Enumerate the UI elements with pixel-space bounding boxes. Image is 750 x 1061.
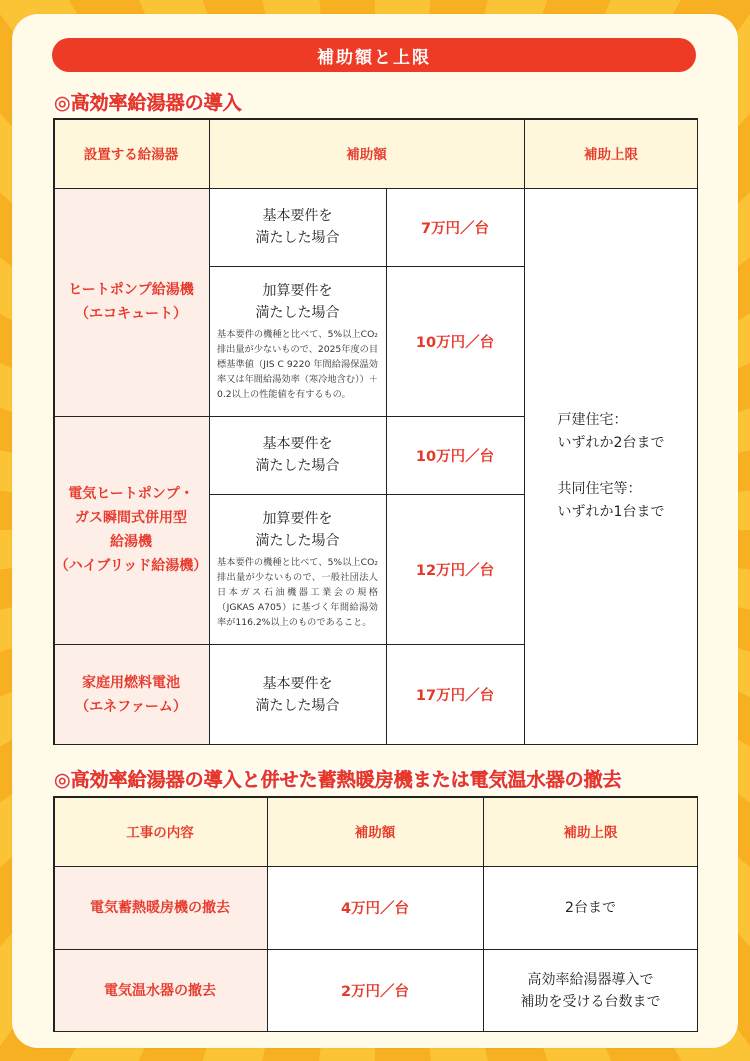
- amount-value: 10万円／台: [415, 334, 495, 351]
- limit-value: [483, 949, 698, 1032]
- device-name-line: ヒートポンプ給湯機: [68, 282, 194, 298]
- header-amount: 補助額: [267, 796, 483, 866]
- requirement-line: 加算要件を: [262, 283, 333, 299]
- requirement-basic: [209, 188, 386, 266]
- device-hybrid: [53, 416, 209, 644]
- limit-line: 高効率給湯器導入で: [527, 971, 654, 988]
- limit-line: 戸建住宅：: [557, 412, 628, 428]
- subsidy-table-water-heater: [53, 118, 698, 745]
- device-name-line: 給湯機: [110, 534, 152, 550]
- requirement-line: 満たした場合: [255, 305, 340, 321]
- header-work: 工事の内容: [53, 796, 267, 866]
- limit-merged: [524, 188, 698, 745]
- device-name-line: （ハイブリッド給湯機）: [54, 558, 208, 574]
- device-heatpump: [53, 188, 209, 416]
- requirement-basic: [209, 416, 386, 494]
- limit-value: [483, 866, 698, 949]
- requirement-line: 加算要件を: [262, 511, 333, 527]
- requirement-line: 基本要件を: [262, 208, 333, 224]
- amount-value: 10万円／台: [415, 448, 495, 465]
- device-name-line: （エネファーム）: [75, 698, 187, 715]
- amount-value: 7万円／台: [420, 220, 490, 237]
- header-limit: 補助上限: [524, 118, 698, 188]
- header-device: 設置する給湯器: [53, 118, 209, 188]
- amount-value: 4万円／台: [340, 901, 410, 917]
- limit-line: 補助を受ける台数まで: [520, 993, 661, 1010]
- amount-value: 17万円／台: [415, 688, 495, 704]
- amount-value: 2万円／台: [340, 984, 410, 1000]
- work-waterheater-removal: 電気温水器の撤去: [53, 949, 267, 1032]
- requirement-line: 満たした場合: [255, 458, 340, 474]
- requirement-basic: [209, 644, 386, 745]
- requirement-line: 基本要件を: [262, 675, 333, 692]
- limit-line: 2台まで: [565, 899, 616, 916]
- limit-line: いずれか2台まで: [557, 435, 665, 451]
- section1-heading: ◎高効率給湯器の導入: [54, 92, 242, 114]
- requirement-line: 満たした場合: [255, 697, 340, 714]
- device-name-line: ガス瞬間式併用型: [75, 510, 187, 526]
- subsidy-table-removal: [53, 796, 698, 1032]
- device-name-line: 電気ヒートポンプ・: [68, 486, 194, 502]
- header-limit: 補助上限: [483, 796, 698, 866]
- device-name-line: 家庭用燃料電池: [82, 674, 180, 691]
- device-name-line: （エコキュート）: [75, 306, 187, 322]
- requirement-line: 基本要件を: [262, 436, 333, 452]
- requirement-added: [209, 266, 386, 416]
- header-amount: 補助額: [209, 118, 524, 188]
- requirement-note: 基本要件の機種と比べて、5%以上CO₂排出量が少ないもので、2025年度の目標基準値（JIS C 9220 年間給湯保温効率又は年間給湯効率（寒冷地含む））＋0.2以上の性能値を有するもの。: [217, 329, 379, 400]
- section2-heading: ◎高効率給湯器の導入と併せた蓄熱暖房機または電気温水器の撤去: [54, 769, 622, 791]
- requirement-line: 満たした場合: [255, 533, 340, 549]
- work-heater-removal: 電気蓄熱暖房機の撤去: [53, 866, 267, 949]
- limit-line: 共同住宅等：: [557, 481, 642, 497]
- limit-line: いずれか1台まで: [557, 504, 665, 520]
- requirement-added: [209, 494, 386, 644]
- amount-value: 12万円／台: [415, 562, 495, 579]
- page-title: 補助額と上限: [52, 38, 696, 72]
- requirement-line: 満たした場合: [255, 230, 340, 246]
- requirement-note: 基本要件の機種と比べて、5%以上CO₂排出量が少ないもので、一般社団法人日本ガス石油機器工業会の規格（JGKAS A705）に基づく年間給湯効率が116.2%以上のものであること。: [217, 557, 378, 628]
- device-fuelcell: [53, 644, 209, 745]
